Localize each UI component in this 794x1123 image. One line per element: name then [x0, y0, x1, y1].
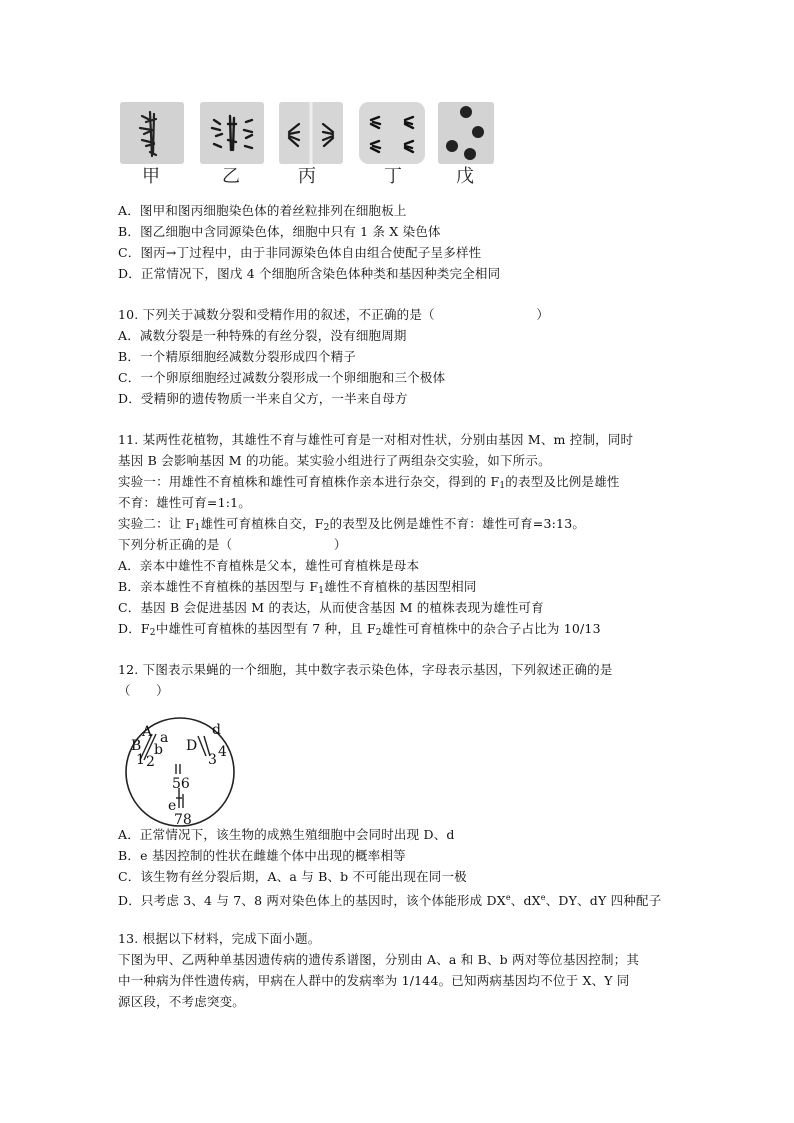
text-run: 的表型及比例是雄性不育：雄性可育=3:13。	[329, 516, 586, 531]
text-run: 、DY、dY 四种配子	[545, 893, 662, 908]
subscript: 2	[323, 523, 330, 533]
q11-stem-line2: 基因 B 会影响基因 M 的功能。某实验小组进行了两组杂交实验，如下所示。	[118, 453, 551, 468]
cell-image-yi	[200, 102, 264, 164]
gene-label-e: e	[168, 798, 177, 814]
q12-option-c: C．该生物有丝分裂后期，A、a 与 B、b 不可能出现在同一极	[118, 869, 467, 884]
text-run: 的表型及比例是雄性	[505, 474, 620, 489]
q12-option-d	[118, 888, 661, 911]
q13-line1: 下图为甲、乙两种单基因遗传病的遗传系谱图，分别由 A、a 和 B、b 两对等位基因控制；其	[118, 952, 640, 967]
text-run: 雄性不育植株的基因型相同	[324, 579, 477, 594]
q11-experiment-1-cont: 不育：雄性可育=1:1。	[118, 495, 251, 510]
q10-option-b: B．一个精原细胞经减数分裂形成四个精子	[118, 349, 356, 364]
q10-stem: 10. 下列关于减数分裂和受精作用的叙述，不正确的是（ ）	[118, 307, 550, 322]
superscript: e	[540, 893, 546, 902]
q10-option-c: C．一个卵原细胞经过减数分裂形成一个卵细胞和三个极体	[118, 370, 446, 385]
q10-option-a: A．减数分裂是一种特殊的有丝分裂，没有细胞周期	[118, 328, 407, 343]
figure-label: 丁	[384, 166, 402, 187]
figure-label: 甲	[142, 166, 160, 187]
q10-option-d: D．受精卵的遗传物质一半来自父方，一半来自母方	[118, 391, 408, 406]
q12-option-b: B．e 基因控制的性状在雌雄个体中出现的概率相等	[118, 848, 406, 863]
cell-image-wu	[438, 102, 494, 164]
text-run: B．亲本雄性不育植株的基因型与 F	[118, 579, 319, 594]
figure-label: 戊	[456, 166, 474, 187]
gene-label-b: b	[154, 742, 163, 758]
q11-option-a: A．亲本中雄性不育植株是父本，雄性可育植株是母本	[118, 558, 420, 573]
text-run: 雄性可育植株自交，F	[200, 516, 324, 531]
q9-option-c: C．图丙→丁过程中，由于非同源染色体自由组合使配子呈多样性	[118, 245, 482, 260]
gene-label-d: d	[212, 722, 221, 738]
text-run: 实验一：用雄性不育植株和雄性可育植株作亲本进行杂交，得到的 F	[118, 474, 500, 489]
subscript: 1	[318, 586, 325, 596]
gene-label-a: a	[160, 730, 169, 746]
subscript: 2	[149, 628, 156, 638]
q11-option-c: C．基因 B 会促进基因 M 的表达，从而使含基因 M 的植株表现为雄性可育	[118, 600, 544, 615]
chromosome-number-78: 78	[174, 812, 192, 828]
q9-option-d: D．正常情况下，图戊 4 个细胞所含染色体种类和基因种类完全相同	[118, 266, 501, 281]
text-run: 、dX	[510, 893, 541, 908]
superscript: e	[505, 893, 511, 902]
chromosome-number-1: 1	[136, 752, 145, 768]
text-run: 雄性可育植株中的杂合子占比为 10/13	[381, 621, 601, 636]
gene-label-D: D	[186, 738, 198, 754]
figure-label: 丙	[298, 166, 316, 187]
q11-ask: 下列分析正确的是（ ）	[118, 537, 347, 552]
chromosome-number-4: 4	[218, 744, 227, 760]
q12-option-a: A．正常情况下，该生物的成熟生殖细胞中会同时出现 D、d	[118, 827, 455, 842]
chromosome-number-56: 56	[172, 776, 190, 792]
q13-line3: 源区段，不考虑突变。	[118, 994, 246, 1009]
gene-label-A: A	[142, 724, 153, 740]
q11-option-d	[118, 619, 601, 643]
meiosis-figure-row	[118, 102, 498, 192]
cell-image-bing	[279, 102, 343, 164]
q12-stem: 12. 下图表示果蝇的一个细胞，其中数字表示染色体，字母表示基因，下列叙述正确的是	[118, 662, 613, 677]
q9-option-b: B．图乙细胞中含同源染色体，细胞中只有 1 条 X 染色体	[118, 224, 441, 239]
text-run: 中雄性可育植株的基因型有 7 种，且 F	[155, 621, 376, 636]
text-run: D．F	[118, 621, 150, 636]
q9-option-a: A．图甲和图丙细胞染色体的着丝粒排列在细胞板上	[118, 203, 407, 218]
q13-line2: 中一种病为伴性遗传病，甲病在人群中的发病率为 1/144。已知两病基因均不位于 X、Y 同	[118, 973, 630, 988]
subscript: 2	[375, 628, 382, 638]
cell-image-ding	[359, 102, 425, 164]
q12-paren: （ ）	[118, 683, 169, 698]
cell-image-jia	[120, 102, 184, 164]
text-run: D．只考虑 3、4 与 7、8 两对染色体上的基因时，该个体能形成 DX	[118, 893, 506, 908]
chromosome-number-3: 3	[208, 752, 217, 768]
gene-label-B: B	[131, 738, 142, 754]
subscript: 1	[499, 481, 506, 491]
text-run: 实验二：让 F	[118, 516, 195, 531]
fruit-fly-cell-diagram	[118, 712, 243, 828]
chromosome-number-2: 2	[146, 754, 155, 770]
q11-stem-line1: 11. 某两性花植物，其雄性不育与雄性可育是一对相对性状，分别由基因 M、m 控制，同时	[118, 432, 634, 447]
subscript: 1	[194, 523, 201, 533]
q13-stem: 13. 根据以下材料，完成下面小题。	[118, 931, 321, 946]
figure-label: 乙	[222, 166, 240, 187]
